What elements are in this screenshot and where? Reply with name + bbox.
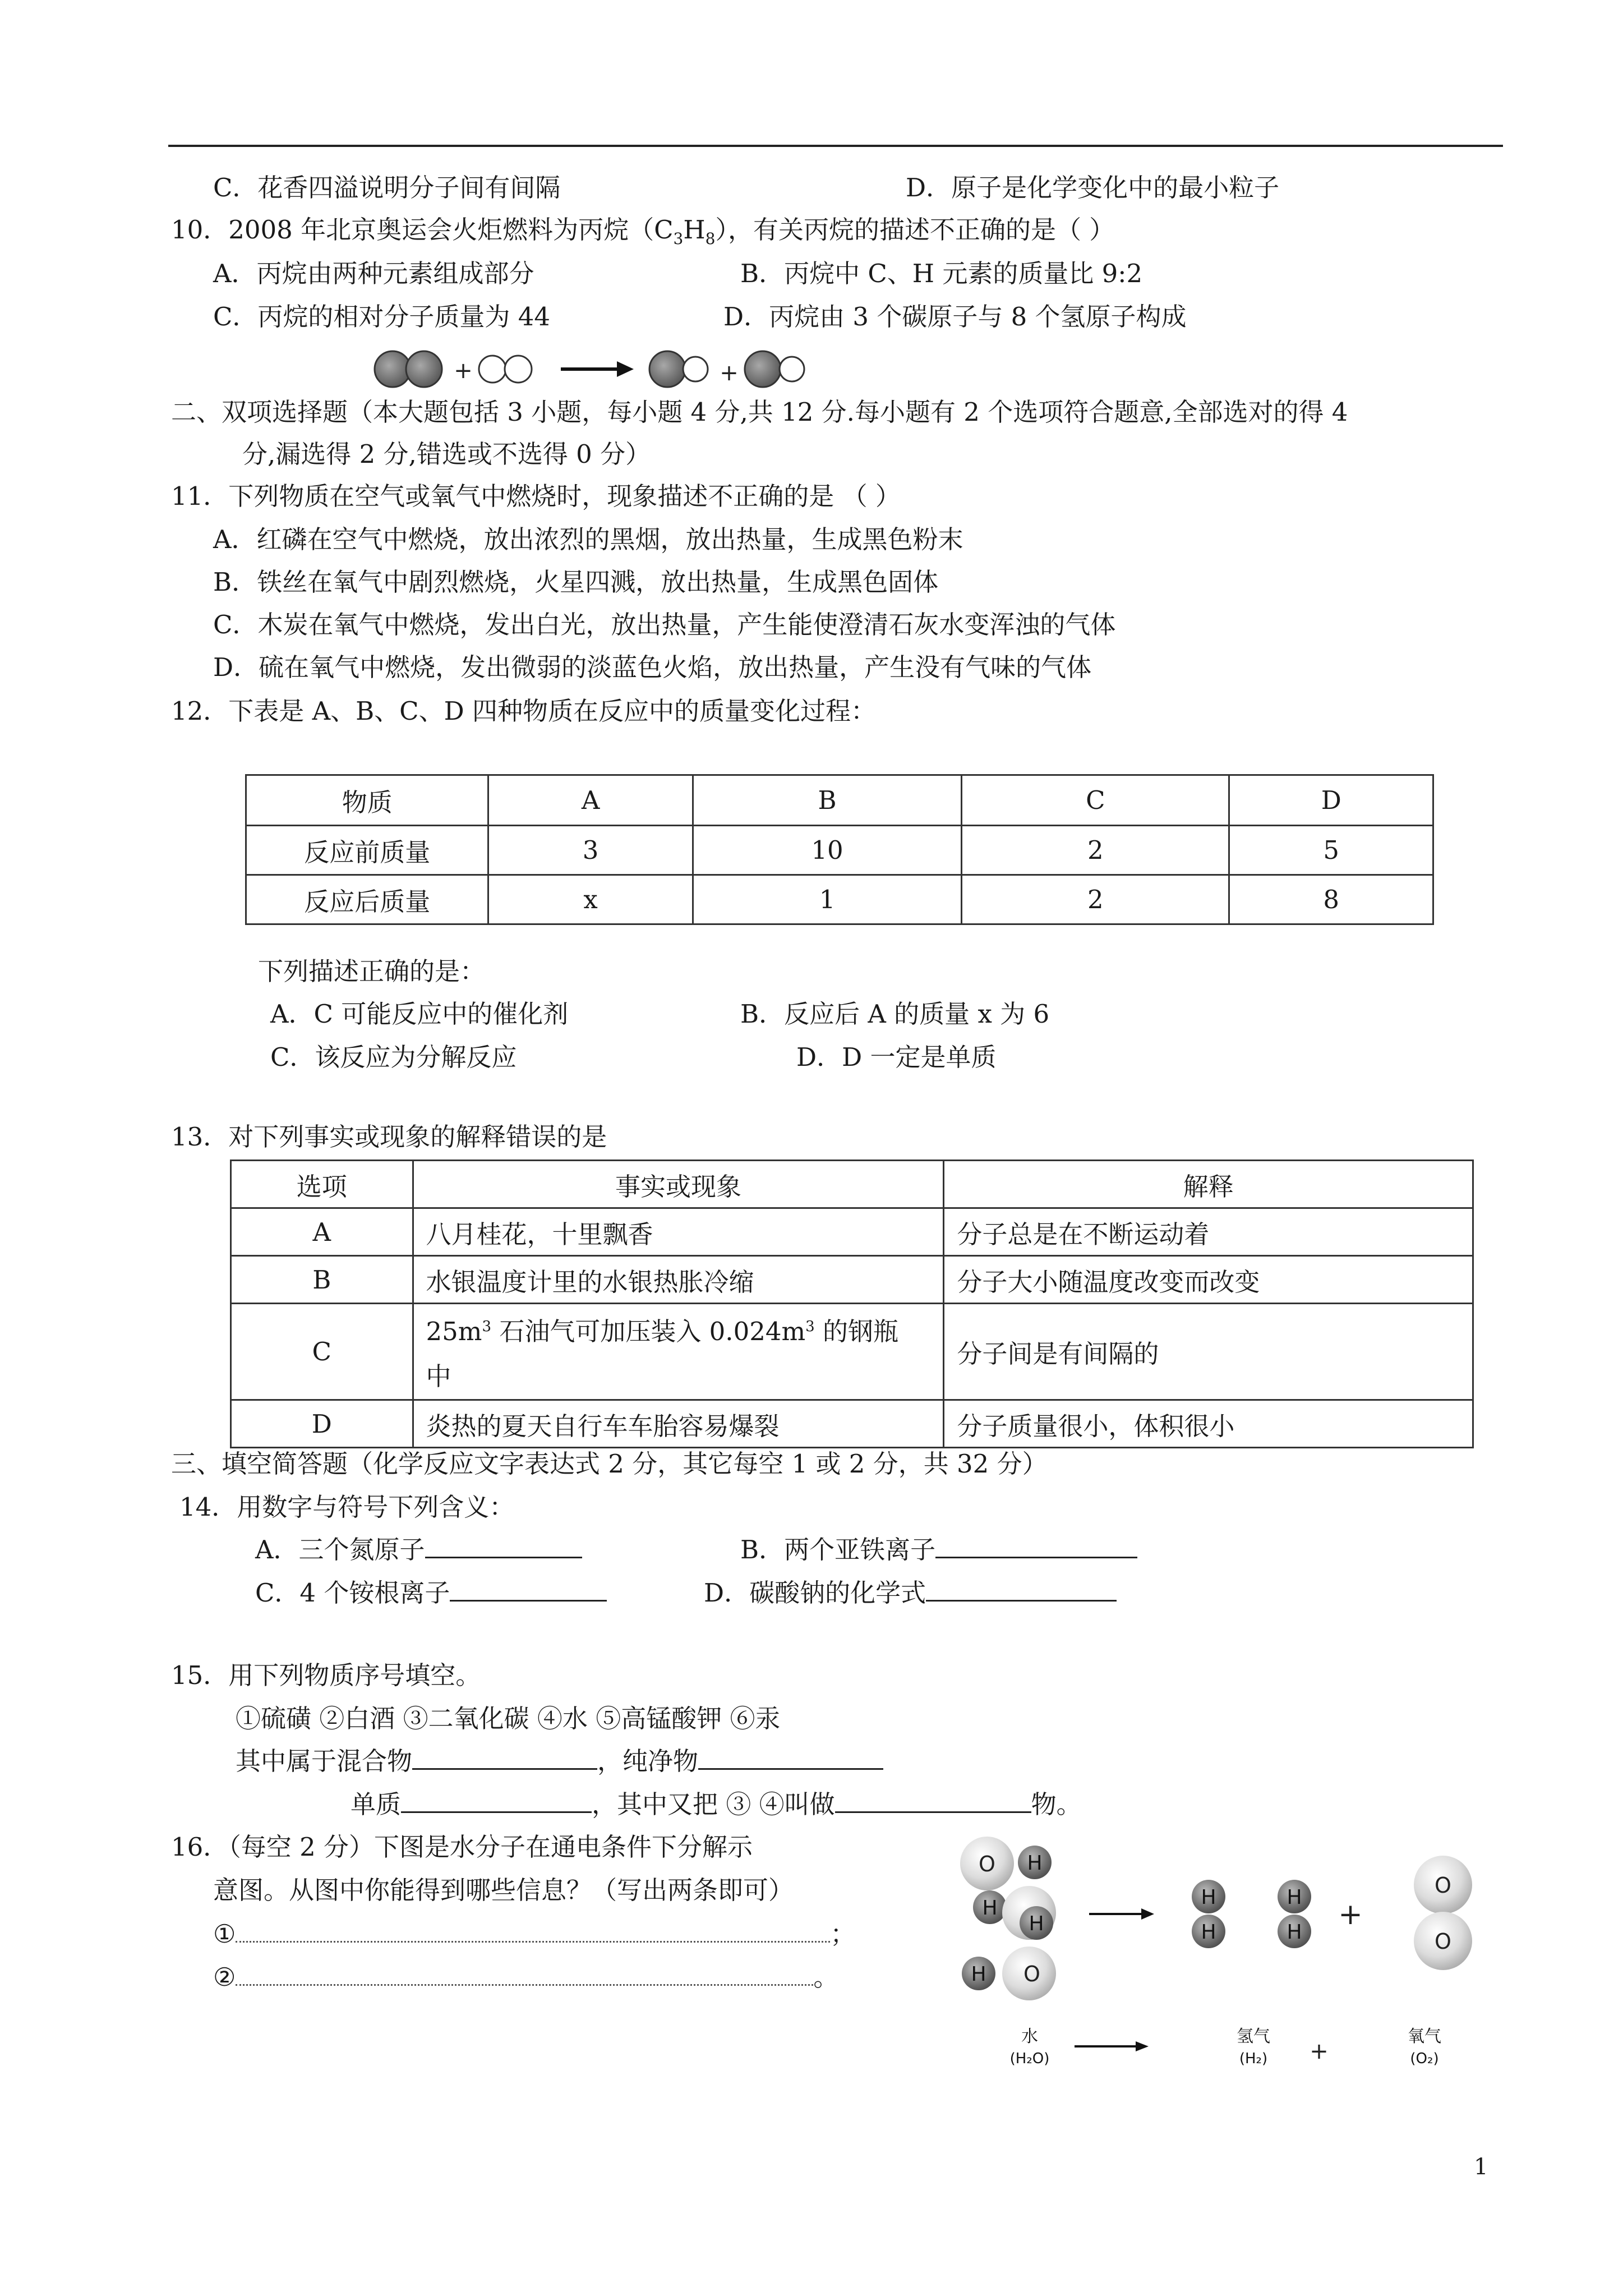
answer-blank[interactable] bbox=[412, 1746, 597, 1770]
q12-option-c: C．该反应为分解反应 bbox=[270, 1042, 517, 1072]
page-number: 1 bbox=[1474, 2154, 1488, 2180]
water-caption: 水 bbox=[1021, 2027, 1038, 2046]
q16-stem-line1: 16．（每空 2 分）下图是水分子在通电条件下分解示 bbox=[171, 1832, 753, 1862]
table-cell: 5 bbox=[1229, 826, 1433, 875]
q14-item-d: D．碳酸钠的化学式 bbox=[704, 1576, 1117, 1610]
atom-label: H bbox=[982, 1897, 998, 1920]
q12-header-cell: B bbox=[693, 775, 961, 826]
q12-header-cell: 物质 bbox=[246, 775, 488, 826]
q15-items: ①硫磺 ②白酒 ③二氧化碳 ④水 ⑤高锰酸钾 ⑥汞 bbox=[236, 1704, 781, 1733]
q12-mass-table bbox=[245, 774, 1434, 925]
q12-header-row bbox=[246, 775, 1433, 826]
q15-stem: 15．用下列物质序号填空。 bbox=[171, 1660, 481, 1690]
q12-option-d: D．D 一定是单质 bbox=[796, 1042, 997, 1072]
table-cell: 炎热的夏天自行车车胎容易爆裂 bbox=[413, 1400, 944, 1448]
q12-option-b: B．反应后 A 的质量 x 为 6 bbox=[740, 999, 1050, 1029]
atom-label: H bbox=[1201, 1921, 1216, 1944]
q13-header-cell: 事实或现象 bbox=[413, 1161, 944, 1208]
q9-option-c: C．花香四溢说明分子间有间隔 bbox=[213, 173, 561, 203]
q11-option-d: D．硫在氧气中燃烧，发出微弱的淡蓝色火焰，放出热量，产生没有气味的气体 bbox=[213, 652, 1092, 682]
atom-label: O bbox=[1435, 1873, 1451, 1898]
q11-stem: 11．下列物质在空气或氧气中燃烧时，现象描述不正确的是 （ ） bbox=[171, 481, 901, 511]
section2-title-line1: 二、双项选择题（本大题包括 3 小题，每小题 4 分,共 12 分.每小题有 2 个选项符合题意,全部选对的得 4 bbox=[171, 397, 1348, 427]
table-row bbox=[246, 826, 1433, 875]
hydrogen-caption: 氢气 bbox=[1237, 2027, 1270, 2046]
table-row bbox=[231, 1304, 1473, 1400]
q14-item-b: B．两个亚铁离子 bbox=[740, 1533, 1137, 1567]
light-atom-4 bbox=[780, 357, 804, 381]
table-cell: 反应后质量 bbox=[246, 875, 488, 924]
atom-label: H bbox=[1201, 1886, 1216, 1909]
atom-label: H bbox=[971, 1963, 986, 1986]
q12-header-cell: D bbox=[1229, 775, 1433, 826]
q9-option-d: D．原子是化学变化中的最小粒子 bbox=[906, 173, 1280, 203]
dark-atom-1 bbox=[375, 351, 411, 387]
reaction-plus-2: + bbox=[720, 360, 739, 386]
atom-label: H bbox=[1027, 1852, 1043, 1875]
q10-stem: 10．2008 年北京奥运会火炬燃料为丙烷$(C_3H_8)$，有关丙烷的描述不正确的是（ ） bbox=[171, 215, 1115, 248]
table-cell: x bbox=[488, 875, 693, 924]
q12-option-a: A．C 可能反应中的催化剂 bbox=[270, 999, 569, 1029]
atom-label: O bbox=[1023, 1962, 1040, 1986]
q14-item-a: A．三个氮原子 bbox=[255, 1533, 582, 1567]
answer-blank[interactable] bbox=[425, 1534, 582, 1558]
answer-blank[interactable] bbox=[401, 1789, 592, 1813]
section2-title-line2: 分,漏选得 2 分,错选或不选得 0 分） bbox=[242, 439, 651, 469]
table-cell: 8 bbox=[1229, 875, 1433, 924]
q15-line1: 其中属于混合物 ，纯净物 bbox=[236, 1745, 883, 1778]
answer-blank[interactable] bbox=[236, 1918, 830, 1943]
q16-answer-2: ② 。 bbox=[213, 1962, 839, 1992]
q13-header-cell: 选项 bbox=[231, 1161, 413, 1208]
table-row bbox=[231, 1400, 1473, 1448]
dark-atom-3 bbox=[649, 351, 685, 387]
answer-blank[interactable] bbox=[835, 1789, 1031, 1813]
q13-explanation-table bbox=[230, 1159, 1474, 1448]
table-cell: 2 bbox=[962, 875, 1229, 924]
answer-blank[interactable] bbox=[698, 1746, 883, 1770]
caption-plus: + bbox=[1310, 2039, 1329, 2064]
table-cell: 八月桂花，十里飘香 bbox=[413, 1208, 944, 1256]
hydrogen-formula: (H₂) bbox=[1239, 2050, 1268, 2067]
header-rule bbox=[168, 145, 1503, 147]
table-row bbox=[231, 1208, 1473, 1256]
table-cell: $25m^3$ 石油气可加压装入 $0.024m^3$ 的钢瓶 中 bbox=[413, 1304, 944, 1400]
caption-arrow-head-icon bbox=[1136, 2041, 1149, 2051]
table-cell: 2 bbox=[962, 826, 1229, 875]
q12-header-cell: C bbox=[962, 775, 1229, 826]
reaction-plus-1: + bbox=[454, 358, 473, 384]
q11-option-b: B．铁丝在氧气中剧烈燃烧，火星四溅，放出热量，生成黑色固体 bbox=[213, 567, 939, 597]
table-cell: 反应前质量 bbox=[246, 826, 488, 875]
oxygen-formula: (O₂) bbox=[1410, 2050, 1439, 2067]
q12-header-cell: A bbox=[488, 775, 693, 826]
diagram-arrow-head-icon bbox=[1141, 1908, 1154, 1920]
oxygen-caption: 氧气 bbox=[1408, 2027, 1441, 2046]
dark-atom-4 bbox=[745, 351, 781, 387]
answer-blank[interactable] bbox=[935, 1534, 1137, 1558]
q13-header-cell: 解释 bbox=[944, 1161, 1473, 1208]
table-cell: 1 bbox=[693, 875, 961, 924]
table-cell: 分子质量很小，体积很小 bbox=[944, 1400, 1473, 1448]
answer-blank[interactable] bbox=[450, 1577, 607, 1602]
q11-option-c: C．木炭在氧气中燃烧，发出白光，放出热量，产生能使澄清石灰水变浑浊的气体 bbox=[213, 610, 1116, 639]
table-cell: 分子间是有间隔的 bbox=[944, 1304, 1473, 1400]
q10-option-a: A．丙烷由两种元素组成部分 bbox=[213, 259, 534, 288]
light-atom-2 bbox=[505, 356, 532, 383]
q13-stem: 13．对下列事实或现象的解释错误的是 bbox=[171, 1122, 607, 1152]
q11-option-a: A．红磷在空气中燃烧，放出浓烈的黑烟，放出热量，生成黑色粉末 bbox=[213, 524, 963, 554]
table-cell: 3 bbox=[488, 826, 693, 875]
table-cell: D bbox=[231, 1400, 413, 1448]
dark-atom-2 bbox=[406, 351, 442, 387]
q14-stem: 14．用数字与符号下列含义： bbox=[179, 1492, 515, 1522]
table-cell: B bbox=[231, 1256, 413, 1304]
table-row bbox=[231, 1256, 1473, 1304]
light-atom-3 bbox=[683, 357, 708, 381]
reaction-arrow-head-icon bbox=[617, 361, 634, 377]
table-cell: 分子大小随温度改变而改变 bbox=[944, 1256, 1473, 1304]
q16-stem-line2: 意图。从图中你能得到哪些信息？（写出两条即可） bbox=[213, 1875, 794, 1905]
atom-label: H bbox=[1029, 1912, 1044, 1935]
table-cell: 10 bbox=[693, 826, 961, 875]
atom-label: H bbox=[1287, 1921, 1302, 1944]
section3-title: 三、填空简答题（化学反应文字表达式 2 分，其它每空 1 或 2 分，共 32 分） bbox=[171, 1449, 1048, 1479]
q13-header-row bbox=[231, 1161, 1473, 1208]
table-row bbox=[246, 875, 1433, 924]
q12-prompt: 下列描述正确的是： bbox=[258, 956, 486, 986]
q16-answer-1: ① ； bbox=[213, 1919, 856, 1949]
water-electrolysis-diagram bbox=[942, 1829, 1503, 2098]
q10-reaction-diagram bbox=[370, 342, 819, 393]
table-cell: C bbox=[231, 1304, 413, 1400]
table-cell: A bbox=[231, 1208, 413, 1256]
water-formula: (H₂O) bbox=[1009, 2050, 1050, 2067]
q10-option-d: D．丙烷由 3 个碳原子与 8 个氢原子构成 bbox=[723, 302, 1187, 332]
atom-label: O bbox=[1435, 1929, 1451, 1954]
answer-blank[interactable] bbox=[236, 1962, 813, 1986]
answer-blank[interactable] bbox=[926, 1577, 1117, 1602]
light-atom-1 bbox=[479, 356, 506, 383]
table-cell: 水银温度计里的水银热胀冷缩 bbox=[413, 1256, 944, 1304]
q15-line2: 单质 ，其中又把 ③ ④叫做 物。 bbox=[351, 1789, 1082, 1819]
atom-label: O bbox=[979, 1852, 995, 1876]
q10-option-c: C．丙烷的相对分子质量为 44 bbox=[213, 302, 550, 332]
q10-option-b: B．丙烷中 C、H 元素的质量比 9:2 bbox=[740, 259, 1143, 288]
diagram-plus: + bbox=[1338, 1898, 1363, 1931]
q12-stem: 12．下表是 A、B、C、D 四种物质在反应中的质量变化过程： bbox=[171, 696, 876, 726]
table-cell: 分子总是在不断运动着 bbox=[944, 1208, 1473, 1256]
q14-item-c: C．4 个铵根离子 bbox=[255, 1576, 607, 1610]
atom-label: H bbox=[1287, 1886, 1302, 1909]
